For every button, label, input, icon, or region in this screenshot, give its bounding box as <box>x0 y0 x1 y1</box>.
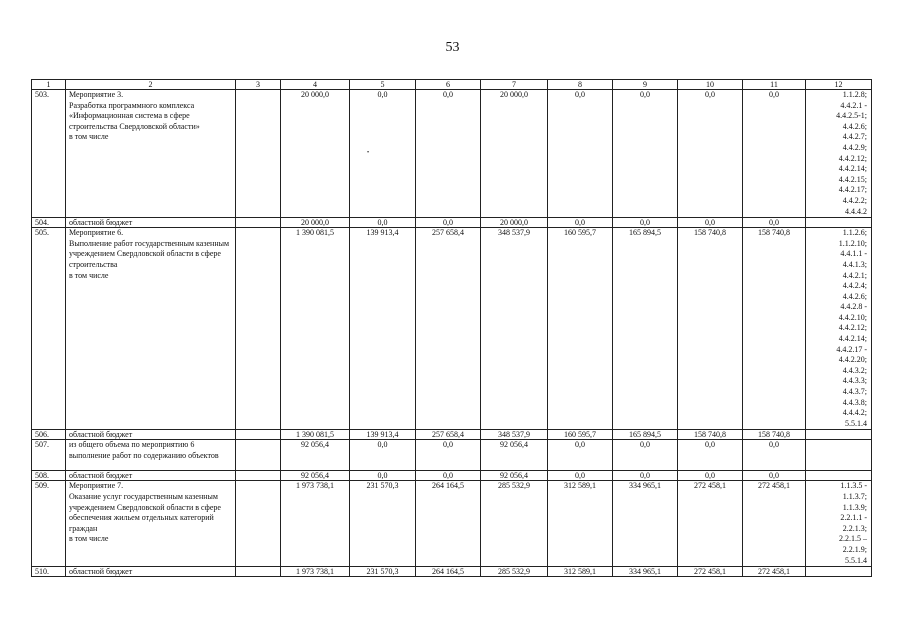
target-codes: 1.1.3.5 - 1.1.3.7; 1.1.3.9; 2.2.1.1 - 2.2.1.3; 2.2.1.5 – 2.2.1.9; 5.5.1.4 <box>806 481 872 567</box>
row-description: из общего объема по мероприятию 6 выполнение работ по содержанию объектов <box>66 440 236 471</box>
table-row <box>32 481 872 567</box>
table-row <box>32 228 872 430</box>
col-header: 12 <box>806 80 872 90</box>
col-header: 8 <box>548 80 613 90</box>
col-header: 4 <box>281 80 350 90</box>
table-row <box>32 471 872 481</box>
amount-cell: 0,0 <box>416 218 481 228</box>
amount-cell: 272 458,1 <box>678 481 743 567</box>
row-description: областной бюджет <box>66 218 236 228</box>
col-header: 2 <box>66 80 236 90</box>
page-number: 53 <box>445 40 460 55</box>
amount-cell: 160 595,7 <box>548 228 613 430</box>
amount-cell: 158 740,8 <box>678 228 743 430</box>
amount-cell: 92 056,4 <box>481 471 548 481</box>
amount-cell: 165 894,5 <box>613 228 678 430</box>
col-header: 10 <box>678 80 743 90</box>
target-codes <box>806 471 872 481</box>
amount-cell: 285 532,9 <box>481 481 548 567</box>
amount-cell: 139 913,4 <box>350 228 416 430</box>
row-col3 <box>236 228 281 430</box>
col-header: 5 <box>350 80 416 90</box>
amount-cell: 0,0 <box>743 471 806 481</box>
target-codes <box>806 430 872 440</box>
row-col3 <box>236 567 281 577</box>
stray-mark: • <box>367 150 370 156</box>
amount-cell: 0,0 <box>743 440 806 471</box>
amount-cell: 1 973 738,1 <box>281 567 350 577</box>
amount-cell: 158 740,8 <box>743 430 806 440</box>
row-number: 506. <box>32 430 66 440</box>
amount-cell: 272 458,1 <box>743 481 806 567</box>
amount-cell: 160 595,7 <box>548 430 613 440</box>
target-codes: 1.1.2.8; 4.4.2.1 - 4.4.2.5-1; 4.4.2.6; 4.4.2.7; 4.4.2.9; 4.4.2.12; 4.4.2.14; 4.4.2.15; 4.4.2.17; 4.4.2.2; 4.4.4.2 <box>806 90 872 218</box>
col-header: 7 <box>481 80 548 90</box>
amount-cell: 0,0 <box>350 218 416 228</box>
amount-cell: 334 965,1 <box>613 481 678 567</box>
amount-cell: 20 000,0 <box>481 90 548 218</box>
row-col3 <box>236 471 281 481</box>
row-description: областной бюджет <box>66 430 236 440</box>
amount-cell: 158 740,8 <box>678 430 743 440</box>
row-number: 510. <box>32 567 66 577</box>
row-number: 508. <box>32 471 66 481</box>
amount-cell: 0,0 <box>678 90 743 218</box>
amount-cell: 264 164,5 <box>416 567 481 577</box>
row-number: 504. <box>32 218 66 228</box>
amount-cell: 0,0 <box>548 440 613 471</box>
amount-cell: 20 000,0 <box>281 90 350 218</box>
target-codes <box>806 567 872 577</box>
table-row <box>32 90 872 218</box>
row-description: Мероприятие 3. Разработка программного комплекса «Информационная система в сфере строительства Свердловской области» в том числе <box>66 90 236 218</box>
row-description: Мероприятие 6. Выполнение работ государственным казенным учреждением Свердловской области в сфере строительства в том числе <box>66 228 236 430</box>
col-header: 3 <box>236 80 281 90</box>
target-codes <box>806 440 872 471</box>
amount-cell: 0,0 <box>416 90 481 218</box>
row-number: 507. <box>32 440 66 471</box>
table-row <box>32 218 872 228</box>
amount-cell: 285 532,9 <box>481 567 548 577</box>
budget-table <box>31 79 872 577</box>
amount-cell: 312 589,1 <box>548 481 613 567</box>
amount-cell: 0,0 <box>678 471 743 481</box>
col-header: 11 <box>743 80 806 90</box>
amount-cell: 0,0 <box>678 440 743 471</box>
row-description: областной бюджет <box>66 567 236 577</box>
amount-cell: 0,0 <box>613 218 678 228</box>
amount-cell: 334 965,1 <box>613 567 678 577</box>
amount-cell: 264 164,5 <box>416 481 481 567</box>
amount-cell: 0,0 <box>613 440 678 471</box>
row-col3 <box>236 218 281 228</box>
amount-cell: 0,0 <box>350 440 416 471</box>
amount-cell: 272 458,1 <box>743 567 806 577</box>
row-col3 <box>236 440 281 471</box>
target-codes: 1.1.2.6; 1.1.2.10; 4.4.1.1 - 4.4.1.3; 4.4.2.1; 4.4.2.4; 4.4.2.6; 4.4.2.8 - 4.4.2.10; 4.4.2.12; 4.4.2.14; 4.4.2.17 - 4.4.2.20; 4.4.3.2; 4.4.3.3; 4.4.3.7; 4.4.3.8; 4.4.4.2; 5.5.1.4 <box>806 228 872 430</box>
row-col3 <box>236 481 281 567</box>
amount-cell: 0,0 <box>613 471 678 481</box>
amount-cell: 0,0 <box>743 90 806 218</box>
target-codes <box>806 218 872 228</box>
amount-cell: 0,0 <box>678 218 743 228</box>
amount-cell: 158 740,8 <box>743 228 806 430</box>
row-number: 509. <box>32 481 66 567</box>
row-number: 503. <box>32 90 66 218</box>
amount-cell: 92 056,4 <box>281 471 350 481</box>
amount-cell: 0,0 <box>613 90 678 218</box>
amount-cell: 312 589,1 <box>548 567 613 577</box>
amount-cell: 0,0 <box>350 90 416 218</box>
header-row <box>32 80 872 90</box>
amount-cell: 231 570,3 <box>350 481 416 567</box>
amount-cell: 348 537,9 <box>481 228 548 430</box>
amount-cell: 92 056,4 <box>281 440 350 471</box>
amount-cell: 1 390 081,5 <box>281 430 350 440</box>
amount-cell: 0,0 <box>548 90 613 218</box>
amount-cell: 0,0 <box>743 218 806 228</box>
amount-cell: 0,0 <box>416 440 481 471</box>
row-description: Мероприятие 7. Оказание услуг государственным казенным учреждением Свердловской области в сфере обеспечения жильем отдельных категорий граждан в том числе <box>66 481 236 567</box>
amount-cell: 1 973 738,1 <box>281 481 350 567</box>
amount-cell: 231 570,3 <box>350 567 416 577</box>
amount-cell: 139 913,4 <box>350 430 416 440</box>
col-header: 9 <box>613 80 678 90</box>
amount-cell: 165 894,5 <box>613 430 678 440</box>
amount-cell: 348 537,9 <box>481 430 548 440</box>
col-header: 1 <box>32 80 66 90</box>
amount-cell: 1 390 081,5 <box>281 228 350 430</box>
amount-cell: 257 658,4 <box>416 430 481 440</box>
row-description: областной бюджет <box>66 471 236 481</box>
amount-cell: 272 458,1 <box>678 567 743 577</box>
amount-cell: 0,0 <box>350 471 416 481</box>
amount-cell: 257 658,4 <box>416 228 481 430</box>
row-col3 <box>236 430 281 440</box>
amount-cell: 92 056,4 <box>481 440 548 471</box>
amount-cell: 20 000,0 <box>481 218 548 228</box>
amount-cell: 0,0 <box>548 218 613 228</box>
amount-cell: 20 000,0 <box>281 218 350 228</box>
amount-cell: 0,0 <box>416 471 481 481</box>
amount-cell: 0,0 <box>548 471 613 481</box>
table-row <box>32 440 872 471</box>
row-number: 505. <box>32 228 66 430</box>
col-header: 6 <box>416 80 481 90</box>
table-row <box>32 567 872 577</box>
table-row <box>32 430 872 440</box>
row-col3 <box>236 90 281 218</box>
